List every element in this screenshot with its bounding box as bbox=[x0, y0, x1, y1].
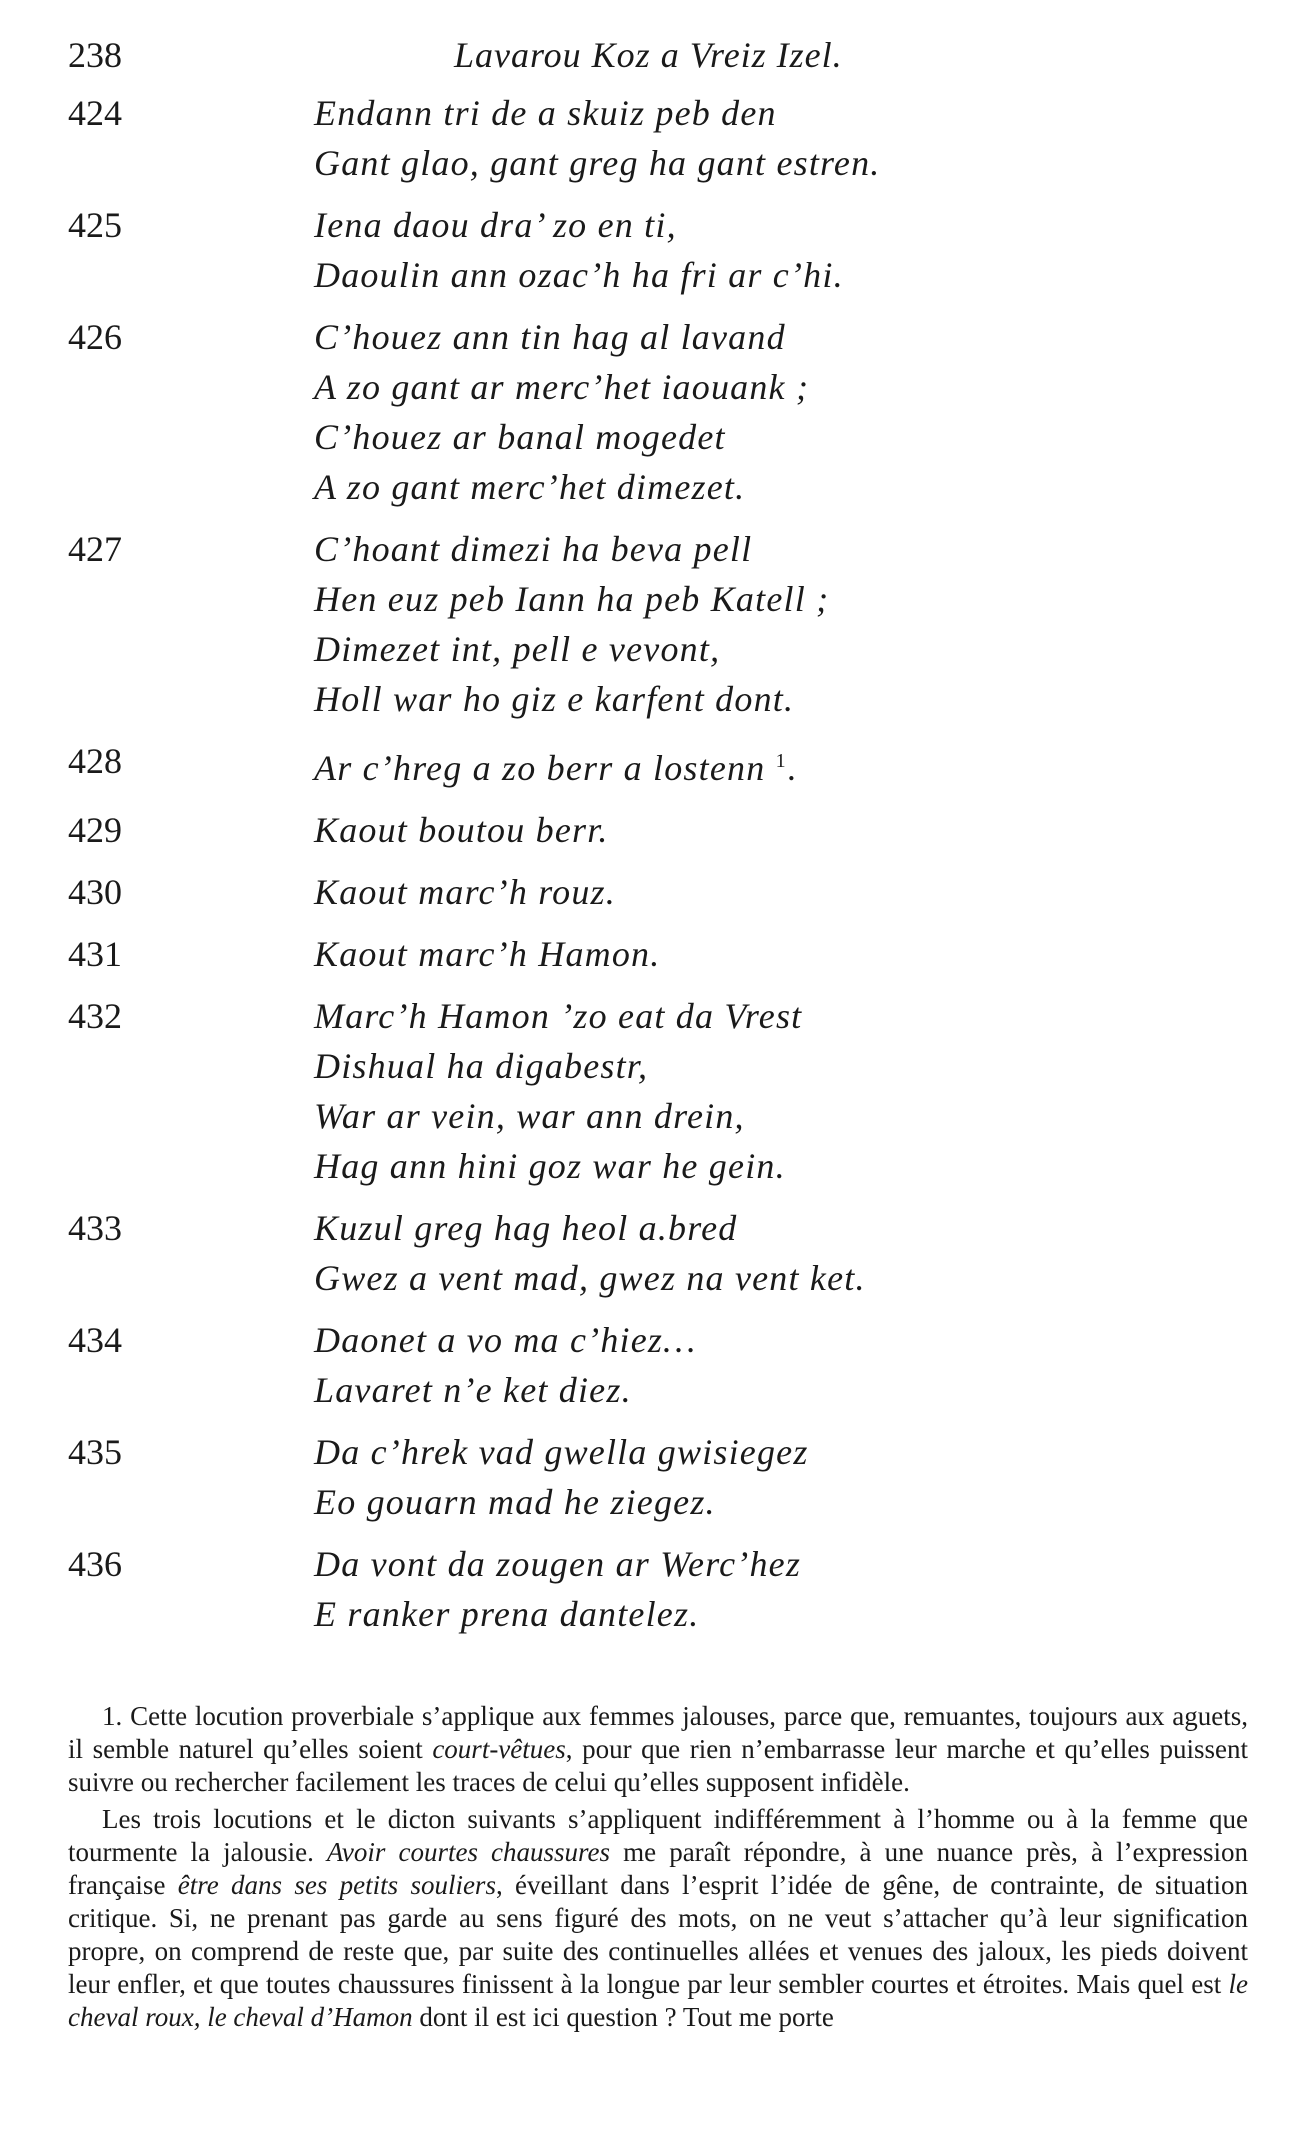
proverb-lines bbox=[314, 312, 1248, 512]
proverb-number: 428 bbox=[68, 741, 122, 781]
proverb-entry bbox=[68, 867, 1248, 917]
verse-text: Iena daou dra’ zo en ti, bbox=[314, 205, 677, 245]
proverb-entry bbox=[68, 1427, 1248, 1527]
verse-line bbox=[314, 412, 1248, 462]
proverb-lines bbox=[314, 1203, 1248, 1303]
proverb-entry bbox=[68, 929, 1248, 979]
proverb-lines bbox=[314, 929, 1248, 979]
verse-line bbox=[314, 200, 1248, 250]
verse-text: Da c’hrek vad gwella gwisiegez bbox=[314, 1432, 809, 1472]
verse-line bbox=[314, 1477, 1248, 1527]
verse-text: Kaout marc’h rouz. bbox=[314, 872, 616, 912]
footnote-text: dont il est ici question ? Tout me porte bbox=[419, 2002, 834, 2032]
verse-line bbox=[314, 1365, 1248, 1415]
verse-line bbox=[314, 991, 1248, 1041]
proverb-entry bbox=[68, 312, 1248, 512]
verse-text: C’houez ar banal mogedet bbox=[314, 417, 726, 457]
verse-line bbox=[314, 1141, 1248, 1191]
verse-line bbox=[314, 1253, 1248, 1303]
verse-line bbox=[314, 867, 1248, 917]
verse-text: Ar c’hreg a zo berr a lostenn bbox=[314, 748, 766, 788]
verse-text: Holl war ho giz e karfent dont. bbox=[314, 679, 795, 719]
proverb-lines bbox=[314, 805, 1248, 855]
verse-line bbox=[314, 805, 1248, 855]
proverb-lines bbox=[314, 991, 1248, 1191]
proverb-number: 425 bbox=[68, 205, 122, 245]
footnote-number: 1. bbox=[102, 1701, 123, 1731]
verse-text: Kaout boutou berr. bbox=[314, 810, 609, 850]
verse-line bbox=[314, 1091, 1248, 1141]
verse-text: Dimezet int, pell e vevont, bbox=[314, 629, 721, 669]
proverb-lines bbox=[314, 1539, 1248, 1639]
footnote-text: , éveillant dans l’esprit l’idée de gêne, de contrainte, de situation critique. Si, ne prenant pas garde au sens figuré des mots, on ne veut s’attacher qu’à leur signification propre, on comprend de reste que, par suite des continuelles allées et venues des jaloux, les pieds doivent leur enfler, et que toutes chaussures finissent à la longue par leur sembler courtes et étroites. Mais quel est bbox=[68, 1870, 1248, 1999]
footnote-1 bbox=[68, 1700, 1248, 1799]
page-number: 238 bbox=[68, 35, 122, 75]
footnote-marker[interactable]: 1 bbox=[775, 750, 787, 772]
verse-line bbox=[314, 88, 1248, 138]
proverb-list bbox=[68, 88, 1248, 1651]
proverb-entry bbox=[68, 736, 1248, 793]
verse-text: Kaout marc’h Hamon. bbox=[314, 934, 661, 974]
proverb-entry bbox=[68, 1315, 1248, 1415]
proverb-number: 433 bbox=[68, 1208, 122, 1248]
verse-line bbox=[314, 312, 1248, 362]
proverb-entry bbox=[68, 991, 1248, 1191]
verse-line bbox=[314, 929, 1248, 979]
proverb-number: 429 bbox=[68, 810, 122, 850]
verse-text: C’houez ann tin hag al lavand bbox=[314, 317, 786, 357]
verse-text: War ar vein, war ann drein, bbox=[314, 1096, 745, 1136]
verse-text: Eo gouarn mad he ziegez. bbox=[314, 1482, 716, 1522]
verse-line bbox=[314, 1589, 1248, 1639]
verse-line bbox=[314, 1315, 1248, 1365]
proverb-number: 426 bbox=[68, 317, 122, 357]
verse-line bbox=[314, 524, 1248, 574]
proverb-lines bbox=[314, 1427, 1248, 1527]
verse-text: Gant glao, gant greg ha gant estren. bbox=[314, 143, 881, 183]
proverb-entry bbox=[68, 524, 1248, 724]
footnote-text: Les trois locutions et le dicton suivants s’appliquent indifféremment à l’homme ou à la femme que tourmente la jalousie. bbox=[68, 1804, 1248, 1867]
proverb-lines bbox=[314, 200, 1248, 300]
proverb-number: 427 bbox=[68, 529, 122, 569]
proverb-number: 432 bbox=[68, 996, 122, 1036]
proverb-lines bbox=[314, 88, 1248, 188]
proverb-entry bbox=[68, 805, 1248, 855]
proverb-entry bbox=[68, 200, 1248, 300]
footnote-italic: être dans ses petits souliers bbox=[177, 1870, 496, 1900]
verse-text: Daoulin ann ozac’h ha fri ar c’hi. bbox=[314, 255, 844, 295]
verse-text: Da vont da zougen ar Werc’hez bbox=[314, 1544, 802, 1584]
verse-text: Endann tri de a skuiz peb den bbox=[314, 93, 777, 133]
verse-line bbox=[314, 736, 1248, 793]
verse-text: Gwez a vent mad, gwez na vent ket. bbox=[314, 1258, 866, 1298]
verse-text: E ranker prena dantelez. bbox=[314, 1594, 700, 1634]
footnote-text: me paraît répondre, à une nuance près, à l’expression française bbox=[68, 1837, 1248, 1900]
proverb-entry bbox=[68, 1203, 1248, 1303]
verse-text: Hen euz peb Iann ha peb Katell ; bbox=[314, 579, 830, 619]
footnote-text: , pour que rien n’embarrasse leur marche et qu’elles puissent suivre ou rechercher facilement les traces de celui qu’elles supposent infidèle. bbox=[68, 1734, 1249, 1797]
verse-line bbox=[314, 674, 1248, 724]
verse-text: Daonet a vo ma c’hiez… bbox=[314, 1320, 697, 1360]
verse-text: A zo gant merc’het dimezet. bbox=[314, 467, 746, 507]
footnotes bbox=[68, 1700, 1248, 2038]
proverb-entry bbox=[68, 88, 1248, 188]
proverb-number: 430 bbox=[68, 872, 122, 912]
verse-text: Kuzul greg hag heol a.bred bbox=[314, 1208, 738, 1248]
verse-line bbox=[314, 1539, 1248, 1589]
verse-line bbox=[314, 462, 1248, 512]
verse-line bbox=[314, 138, 1248, 188]
verse-line bbox=[314, 624, 1248, 674]
verse-punctuation: . bbox=[786, 748, 798, 788]
proverb-number: 424 bbox=[68, 93, 122, 133]
page-header bbox=[68, 34, 1248, 84]
verse-line bbox=[314, 362, 1248, 412]
proverb-lines bbox=[314, 867, 1248, 917]
verse-line bbox=[314, 1203, 1248, 1253]
proverb-number: 434 bbox=[68, 1320, 122, 1360]
verse-text: Marc’h Hamon ’zo eat da Vrest bbox=[314, 996, 803, 1036]
verse-line bbox=[314, 1041, 1248, 1091]
footnote-italic: court-vêtues bbox=[432, 1734, 566, 1764]
verse-text: Lavaret n’e ket diez. bbox=[314, 1370, 632, 1410]
proverb-number: 431 bbox=[68, 934, 122, 974]
footnote-italic: Avoir courtes chaussures bbox=[326, 1837, 611, 1867]
verse-line bbox=[314, 1427, 1248, 1477]
proverb-lines bbox=[314, 1315, 1248, 1415]
verse-line bbox=[314, 574, 1248, 624]
footnote-italic: le cheval roux, le cheval d’Hamon bbox=[68, 1969, 1248, 2032]
verse-line bbox=[314, 250, 1248, 300]
footnote-text: Cette locution proverbiale s’applique aux femmes jalouses, parce que, remuantes, toujours aux aguets, il semble naturel qu’elles soient bbox=[68, 1701, 1249, 1764]
proverb-number: 436 bbox=[68, 1544, 122, 1584]
proverb-lines bbox=[314, 736, 1248, 793]
footnote-continuation bbox=[68, 1803, 1248, 2034]
verse-text: C’hoant dimezi ha beva pell bbox=[314, 529, 753, 569]
proverb-lines bbox=[314, 524, 1248, 724]
proverb-number: 435 bbox=[68, 1432, 122, 1472]
verse-text: Hag ann hini goz war he gein. bbox=[314, 1146, 786, 1186]
proverb-entry bbox=[68, 1539, 1248, 1639]
verse-text: Dishual ha digabestr, bbox=[314, 1046, 649, 1086]
running-title: Lavarou Koz a Vreiz Izel. bbox=[454, 35, 843, 75]
verse-text: A zo gant ar merc’het iaouank ; bbox=[314, 367, 810, 407]
